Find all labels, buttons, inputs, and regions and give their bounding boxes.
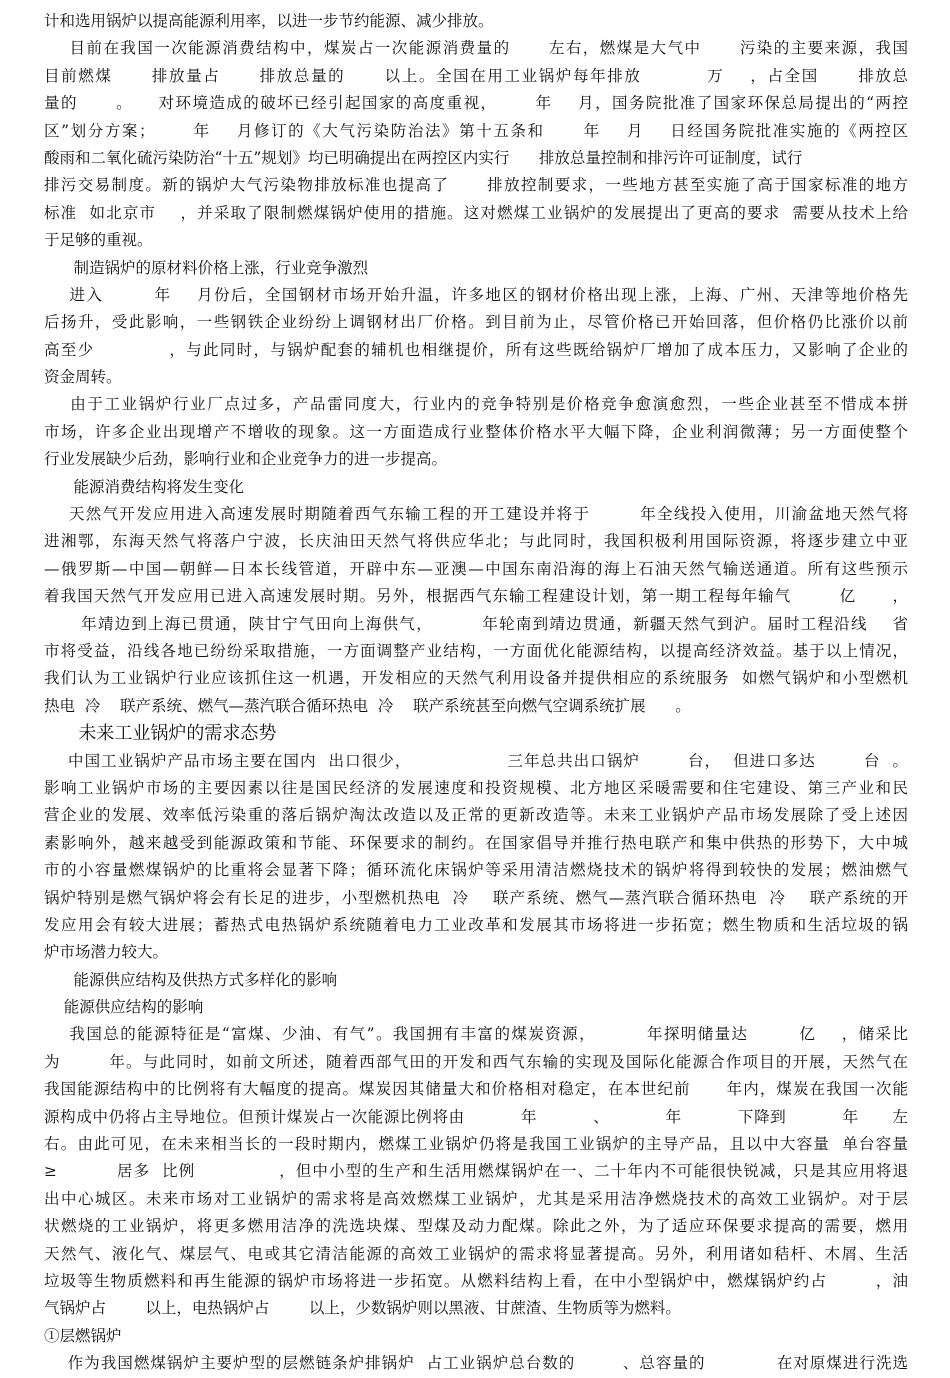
text-line: 由于工业锅炉行业厂点过多，产品雷同度大，行业内的竞争特别是价格竞争愈演愈烈，一些企业甚至不惜成本拼 xyxy=(44,395,908,414)
text-line: ≥ 居多 比例 ，但中小型的生产和生活用燃煤锅炉在一、二十年内不可能很快锐减，只是其应用将退 xyxy=(44,1162,908,1181)
text-line: 出中心城区。未来市场对工业锅炉的需求将是高效燃煤工业锅炉，尤其是采用洁净燃烧技术的高效工业锅炉。对于层 xyxy=(44,1189,908,1208)
text-line: 行业发展缺少后劲，影响行业和企业竞争力的进一步提高。 xyxy=(44,450,448,469)
text-line: 能源供应结构及供热方式多样化的影响 xyxy=(44,970,338,989)
text-line: 素影响外，越来越受到能源政策和节能、环保要求的制约。在国家倡导并推行热电联产和集中供热的形势下，大中城 xyxy=(44,833,908,852)
text-line: 市场，许多企业出现增产不增收的现象。这一方面造成行业整体价格水平大幅下降，企业利润微薄；另一方面使整个 xyxy=(44,422,908,441)
text-line: ①层燃锅炉 xyxy=(44,1326,122,1345)
text-line: 作为我国燃煤锅炉主要炉型的层燃链条炉排锅炉 占工业锅炉总台数的 、总容量的 在对原煤进行洗选 xyxy=(44,1354,908,1373)
text-line: 进湘鄂，东海天然气将落户宁波，长庆油田天然气将供应华北；与此同时，我国积极利用国际资源，将逐步建立中亚 xyxy=(44,532,908,551)
text-line: 市将受益，沿线各地已纷纷采取措施，一方面调整产业结构，一方面优化能源结构，以提高经济效益。基于以上情况， xyxy=(44,641,908,660)
text-line: 气锅炉占 以上，电热锅炉占 以上，少数锅炉则以黑液、甘蔗渣、生物质等为燃料。 xyxy=(44,1299,681,1318)
text-line: 能源供应结构的影响 xyxy=(44,998,204,1017)
text-line: 锅炉特别是燃气锅炉将会有长足的进步，小型燃机热电 冷 联产系统、燃气—蒸汽联合循环热电 冷 联产系统的开 xyxy=(44,888,908,907)
text-line: 排污交易制度。新的锅炉大气污染物排放标准也提高了 排放控制要求，一些地方甚至实施了高于国家标准的地方 xyxy=(44,176,908,195)
text-line: 区”划分方案； 年 月修订的《大气污染防治法》第十五条和 年 月 日经国务院批准实施的《两控区 xyxy=(44,121,908,140)
text-line: 营企业的发展、效率低污染重的落后锅炉淘汰改造以及正常的更新改造等。未来工业锅炉产品市场发展除了受上述因 xyxy=(44,806,908,825)
text-line: 后扬升，受此影响，一些钢铁企业纷纷上调钢材出厂价格。到目前为止，尽管价格已开始回落，但价格仍比涨价以前 xyxy=(44,313,908,332)
text-line: 炉市场潜力较大。 xyxy=(44,943,169,962)
text-line: 为 年。与此同时，如前文所述，随着西部气田的开发和西气东输的实现及国际化能源合作项目的开展，天然气在 xyxy=(44,1052,908,1071)
text-line: 我国能源结构中的比例将有大幅度的提高。煤炭因其储量大和价格相对稳定，在本世纪前 年内，煤炭在我国一次能 xyxy=(44,1080,908,1099)
text-line: 垃圾等生物质燃料和再生能源的锅炉市场将进一步拓宽。从燃料结构上看，在中小型锅炉中，燃煤锅炉约占 ，油 xyxy=(44,1271,908,1290)
text-line: 目前燃煤 排放量占 排放总量的 以上。全国在用工业锅炉每年排放 万 ，占全国 排放总 xyxy=(44,66,908,85)
text-line: 标准 如北京市 ，并采取了限制燃煤锅炉使用的措施。这对燃煤工业锅炉的发展提出了更高的要求 需要从技术上给 xyxy=(44,203,908,222)
text-line: 天然气、液化气、煤层气、电或其它清洁能源的高效工业锅炉的需求将显著提高。另外，利用诸如秸杆、木屑、生活 xyxy=(44,1244,908,1263)
text-line: 我国总的能源特征是“富煤、少油、有气”。我国拥有丰富的煤炭资源， 年探明储量达 亿 ，储采比 xyxy=(44,1025,908,1044)
text-line: 右。由此可见，在未来相当长的一段时期内，燃煤工业锅炉仍将是我国工业锅炉的主导产品，且以中大容量 单台容量 xyxy=(44,1135,908,1154)
text-line: 计和选用锅炉以提高能源利用率，以进一步节约能源、减少排放。 xyxy=(44,12,494,30)
text-line: 能源消费结构将发生变化 xyxy=(44,477,245,496)
text-line: 目前在我国一次能源消费结构中，煤炭占一次能源消费量的 左右，燃煤是大气中 污染的主要来源，我国 xyxy=(44,39,908,58)
text-line: 进入 年 月份后，全国钢材市场开始升温，许多地区的钢材价格出现上涨，上海、广州、天津等地价格先 xyxy=(44,285,908,304)
text-line: 于足够的重视。 xyxy=(44,231,153,250)
text-line: 着我国天然气开发应用已进入高速发展时期。另外，根据西气东输工程建设计划，第一期工程每年输气 亿 ， xyxy=(44,587,908,606)
text-line: 市的小容量燃煤锅炉的比重将会显著下降；循环流化床锅炉等采用清洁燃烧技术的锅炉将得到较快的发展；燃油燃气 xyxy=(44,861,908,880)
text-line: 天然气开发应用进入高速发展时期随着西气东输工程的开工建设并将于 年全线投入使用，川渝盆地天然气将 xyxy=(44,505,908,524)
text-line: 中国工业锅炉产品市场主要在国内 出口很少， 三年总共出口锅炉 台， 但进口多达 台 。 xyxy=(44,751,908,770)
text-line: 酸雨和二氧化硫污染防治“十五”规划》均已明确提出在两控区内实行 排放总量控制和排污许可证制度，试行 xyxy=(44,148,803,167)
text-line: 影响工业锅炉市场的主要因素以往是国民经济的发展速度和投资规模、北方地区采暖需要和住宅建设、第三产业和民 xyxy=(44,778,908,797)
text-line: 发应用会有较大进展；蓄热式电热锅炉系统随着电力工业改革和发展其市场将进一步拓宽；燃生物质和生活垃圾的锅 xyxy=(44,915,908,934)
text-line: 年靖边到上海已贯通，陕甘宁气田向上海供气， 年轮南到靖边贯通，新疆天然气到沪。届时工程沿线 省 xyxy=(44,614,908,633)
text-line: 源构成中仍将占主导地位。但预计煤炭占一次能源比例将由 年 、 年 下降到 年 左 xyxy=(44,1107,908,1126)
text-line: —俄罗斯—中国—朝鲜—日本长线管道，开辟中东—亚澳—中国东南沿海的海上石油天然气输送通道。所有这些预示 xyxy=(44,559,908,578)
text-line: 制造锅炉的原材料价格上涨，行业竞争激烈 xyxy=(44,258,369,277)
text-line: 状燃烧的工业锅炉，将更多燃用洁净的洗选块煤、型煤及动力配煤。除此之外，为了适应环保要求提高的需要，燃用 xyxy=(44,1217,908,1236)
section-heading: 未来工业锅炉的需求态势 xyxy=(44,723,277,745)
text-line: 热电 冷 联产系统、燃气—蒸汽联合循环热电 冷 联产系统甚至向燃气空调系统扩展 。 xyxy=(44,696,691,715)
text-line: 我们认为工业锅炉行业应该抓住这一机遇，开发相应的天然气利用设备并提供相应的系统服务 如燃气锅炉和小型燃机 xyxy=(44,669,908,688)
text-line: 量的 。 对环境造成的破坏已经引起国家的高度重视， 年 月，国务院批准了国家环保总局提出的“两控 xyxy=(44,94,908,113)
text-line: 资金周转。 xyxy=(44,368,122,387)
text-line: 高至少 ，与此同时，与锅炉配套的辅机也相继提价，所有这些既给锅炉厂增加了成本压力，又影响了企业的 xyxy=(44,340,908,359)
